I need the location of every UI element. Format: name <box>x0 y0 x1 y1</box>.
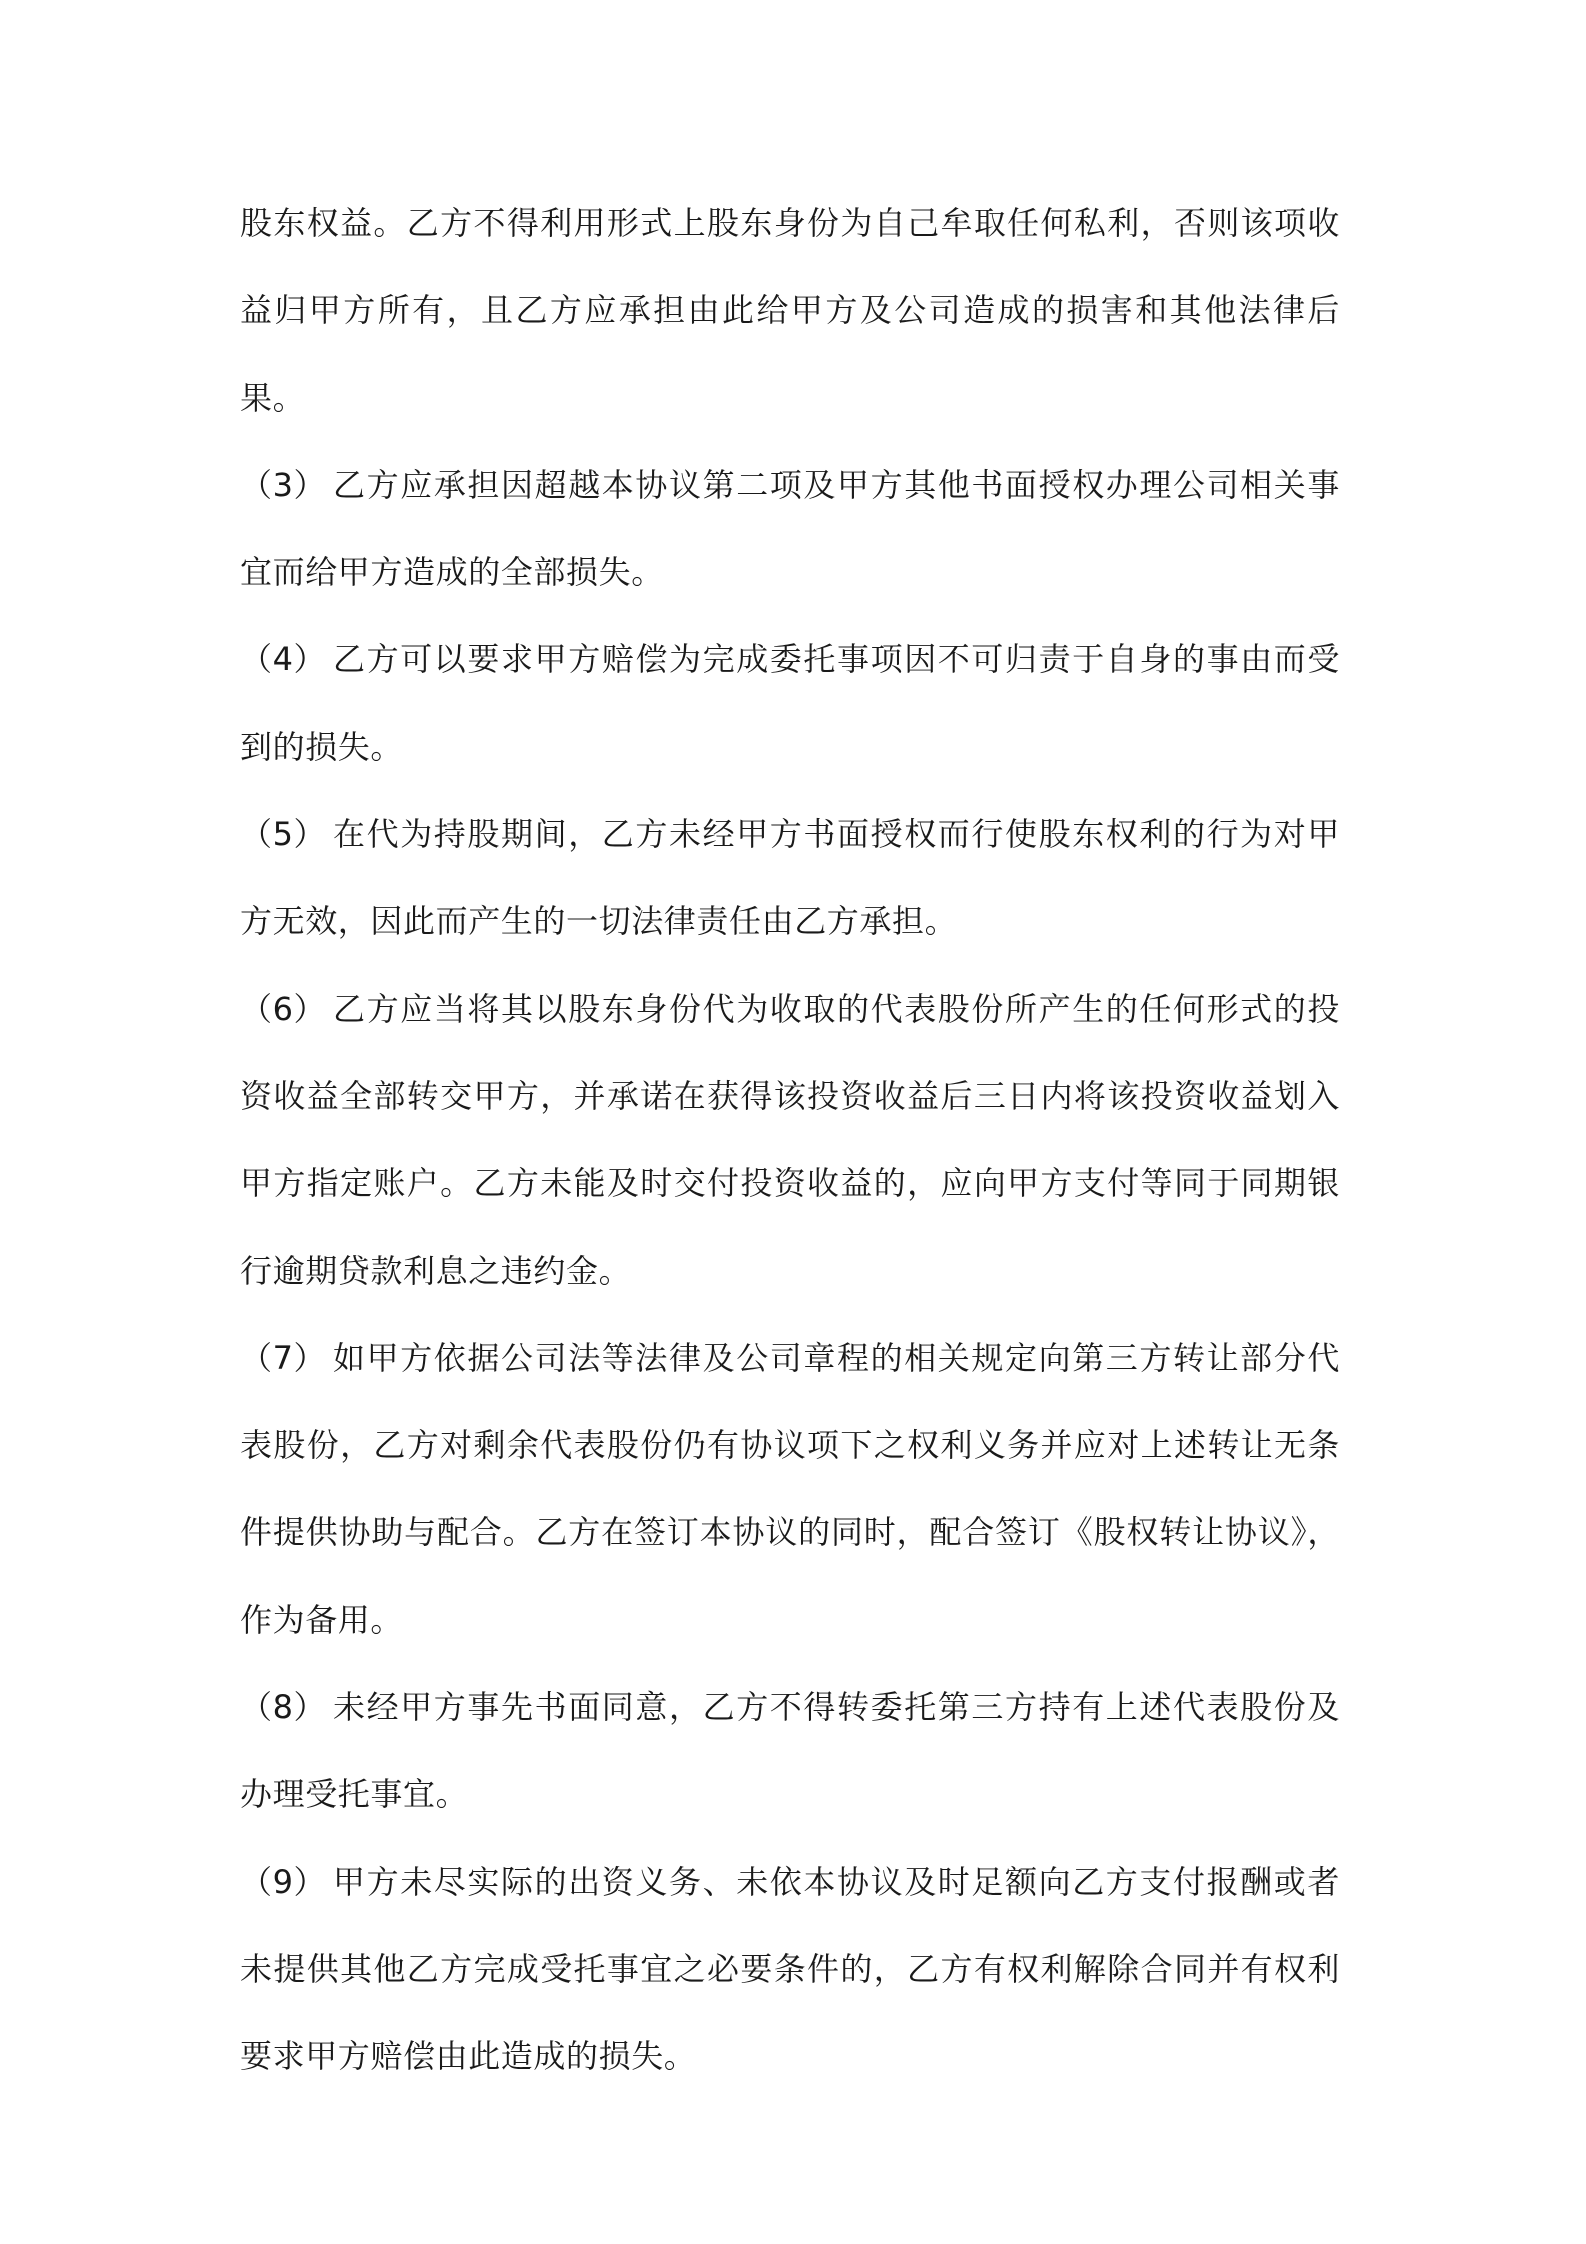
paragraph-text: 股东权益。乙方不得利用形式上股东身份为自己牟取任何私利，否则该项收益归甲方所有，且乙方应承担由此给甲方及公司造成的损害和其他法律后果。 <box>240 204 1340 417</box>
paragraph-number: （7） <box>240 1338 327 1377</box>
paragraph-number: （6） <box>240 989 327 1028</box>
paragraph-text: 在代为持股期间，乙方未经甲方书面授权而行使股东权利的行为对甲方无效，因此而产生的一切法律责任由乙方承担。 <box>240 815 1340 941</box>
paragraph-item-8 <box>240 1664 1340 1839</box>
paragraph-item-6 <box>240 966 1340 1315</box>
paragraph-text: 乙方应承担因超越本协议第二项及甲方其他书面授权办理公司相关事宜而给甲方造成的全部损失。 <box>240 465 1340 592</box>
paragraph-item-3 <box>240 442 1340 617</box>
paragraph-number: （9） <box>240 1862 327 1901</box>
paragraph-number: （3） <box>240 465 327 504</box>
paragraph-text: 未经甲方事先书面同意，乙方不得转委托第三方持有上述代表股份及办理受托事宜。 <box>240 1688 1340 1814</box>
paragraph-number: （8） <box>240 1688 327 1727</box>
paragraph-text: 如甲方依据公司法等法律及公司章程的相关规定向第三方转让部分代表股份，乙方对剩余代表股份仍有协议项下之权利义务并应对上述转让无条件提供协助与配合。乙方在签订本协议的同时，配合签订《股权转让协议》，作为备用。 <box>240 1338 1340 1639</box>
paragraph-item-4 <box>240 616 1340 791</box>
paragraph-text: 甲方未尽实际的出资义务、未依本协议及时足额向乙方支付报酬或者未提供其他乙方完成受托事宜之必要条件的，乙方有权利解除合同并有权利要求甲方赔偿由此造成的损失。 <box>240 1862 1340 2076</box>
paragraph-item-5 <box>240 791 1340 966</box>
paragraph-item-9 <box>240 1839 1340 2101</box>
paragraph-number: （4） <box>240 640 327 679</box>
paragraph-number: （5） <box>240 815 327 854</box>
paragraph-text: 乙方可以要求甲方赔偿为完成委托事项因不可归责于自身的事由而受到的损失。 <box>240 640 1340 766</box>
paragraph-text: 乙方应当将其以股东身份代为收取的代表股份所产生的任何形式的投资收益全部转交甲方，并承诺在获得该投资收益后三日内将该投资收益划入甲方指定账户。乙方未能及时交付投资收益的，应向甲方支付等同于同期银行逾期贷款利息之违约金。 <box>240 989 1340 1290</box>
paragraph-item-7 <box>240 1315 1340 1664</box>
paragraph-continued <box>240 180 1340 442</box>
document-body <box>240 180 1340 2101</box>
